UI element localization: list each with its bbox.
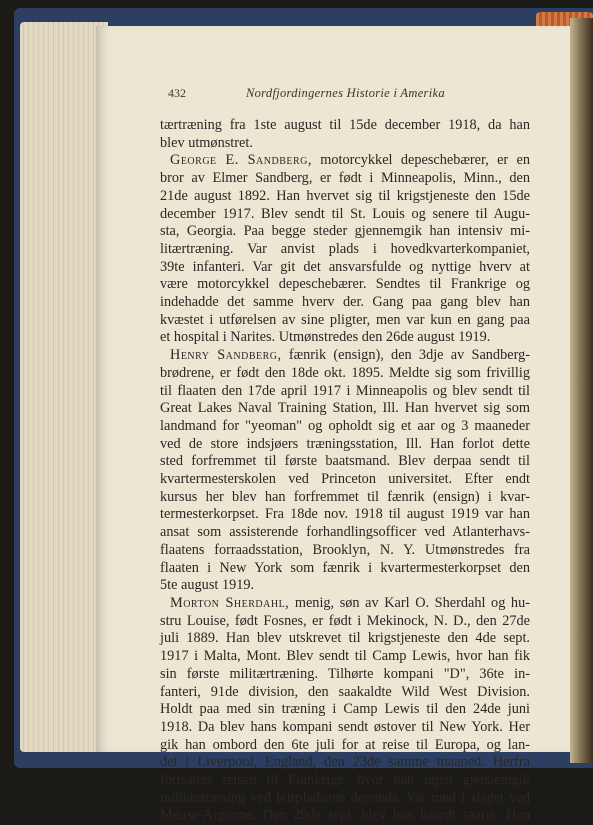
line-text: stru Louise, født Fosnes, er født i Mekinock, N. D., den 27de (160, 612, 530, 629)
text-line (160, 365, 530, 383)
line-text: Great Lakes Naval Training Station, Ill. Han hvervet sig som (160, 400, 530, 417)
line-text: fortsattes reisen til Frankrige, hvor han igjen gjennemgik (160, 772, 530, 789)
line-text: flaatens forraadsstation, Brooklyn, N. Y. Utmønstredes fra (160, 541, 530, 558)
text-line (160, 135, 530, 153)
line-text: til flaaten den 17de april 1917 i Minneapolis og blev sendt til (160, 382, 530, 399)
book-binding (570, 18, 593, 763)
line-text: motorcykkel depeschebærer, er en (311, 152, 530, 169)
person-name: George E. Sandberg, (170, 152, 312, 169)
line-text: indehadde det samme hverv der. Gang paa gang blev han (160, 294, 530, 311)
text-line (160, 684, 530, 702)
line-text: Holdt paa med sin træning i Camp Lewis til den 24de juni (160, 701, 530, 718)
line-text: militærtræning ved leirpladsene dersteds. Var med i slaget ved (160, 789, 530, 806)
line-text: 5te august 1919. (160, 577, 255, 594)
line-text: fanteri, 91de division, den saakaldte Wild West Division. (160, 683, 530, 700)
line-text: tærtræning fra 1ste august til 15de december 1918, da han (160, 117, 530, 133)
line-text: gik han ombord den 6te juli for at reise til Europa, og lan- (160, 736, 530, 753)
text-line (160, 383, 530, 401)
text-line (160, 630, 530, 648)
text-line (160, 613, 530, 631)
line-text: være motorcykkel depeschebærer. Sendtes til Frankrige og (160, 276, 530, 293)
text-line (160, 170, 530, 188)
page-edges (20, 22, 108, 752)
text-line (160, 719, 530, 737)
line-text: litærtræning. Var anvist plads i hovedkvarterkompaniet, (160, 240, 530, 257)
text-line (160, 453, 530, 471)
line-text: flaaten i New York som fænrik i kvartermesterkorpset den (160, 559, 530, 576)
text-line (160, 117, 530, 135)
text-line (160, 312, 530, 330)
text-line (160, 206, 530, 224)
person-name: Henry Sandberg, (170, 347, 282, 364)
line-text: kvæstet i utførelsen av sine pligter, men var kun en gang paa (160, 311, 530, 328)
line-text: ansat som assisterende forhandlingsofficer ved Atlanterhavs- (160, 524, 530, 541)
text-line (160, 329, 530, 347)
text-line (160, 489, 530, 507)
text-line (160, 188, 530, 206)
page-header (168, 86, 528, 104)
text-line (160, 648, 530, 666)
text-line (160, 666, 530, 684)
text-line (160, 471, 530, 489)
text-line (160, 294, 530, 312)
line-text: termesterkorpset. Fra 18de nov. 1918 til august 1919 var han (160, 506, 530, 523)
line-text: 1917 i Malta, Mont. Blev sendt til Camp Lewis, hvor han fik (160, 648, 530, 665)
line-text: landmand for "yeoman" og opholdt sig et aar og 3 maaneder (160, 417, 530, 434)
text-line (160, 418, 530, 436)
line-text: 21de august 1892. Han hvervet sig til krigstjeneste den 15de (160, 187, 530, 204)
text-line (160, 223, 530, 241)
line-text: juli 1889. Han blev utskrevet til krigstjeneste den 4de sept. (160, 630, 530, 647)
text-line (160, 436, 530, 454)
page-number: 432 (168, 86, 186, 100)
line-text: kvartermesterskolen ved Princeton universitet. Efter endt (160, 471, 530, 488)
line-text: 39te infanteri. Var git det ansvarsfulde og nyttige hverv at (160, 258, 530, 275)
entry-start-line (160, 347, 530, 365)
body-text (160, 117, 530, 825)
text-line (160, 737, 530, 755)
text-line (160, 790, 530, 808)
line-text: menig, søn av Karl O. Sherdahl og hu- (289, 594, 530, 611)
line-text: blev utmønstret. (160, 134, 253, 151)
text-line (160, 400, 530, 418)
line-text: sta, Georgia. Paa begge steder gjennemgik han intensiv mi- (160, 223, 530, 240)
text-line (160, 701, 530, 719)
text-line (160, 524, 530, 542)
text-line (160, 506, 530, 524)
line-text: kursus her blev han forfremmet til fænrik (ensign) i kvar- (160, 488, 530, 505)
line-text: et hospital i Narites. Utmønstredes den 26de august 1919. (160, 329, 491, 346)
person-name: Morton Sherdahl, (170, 594, 290, 611)
text-line (160, 807, 530, 825)
line-text: ved de store indsjøers træningsstation, Ill. Han forlot dette (160, 435, 530, 452)
line-text: brødrene, er født den 18de okt. 1895. Meldte sig som frivillig (160, 364, 530, 381)
line-text: det i Liverpool, England, den 23de samme maaned. Herfra (160, 754, 530, 771)
line-text: fænrik (ensign), den 3dje av Sandberg- (281, 347, 530, 364)
entry-start-line (160, 152, 530, 170)
text-line (160, 259, 530, 277)
text-line (160, 772, 530, 790)
text-line (160, 560, 530, 578)
line-text: bror av Elmer Sandberg, er født i Minneapolis, Minn., den (160, 170, 530, 187)
text-line (160, 542, 530, 560)
running-title: Nordfjordingernes Historie i Amerika (246, 86, 445, 100)
line-text: december 1917. Blev sendt til St. Louis og senere til Augu- (160, 205, 530, 222)
line-text: sin første militærtræning. Tilhørte kompani "D", 36te in- (160, 665, 530, 682)
entry-start-line (160, 595, 530, 613)
line-text: Meuse-Argonne. Den 29de sept. blev han haardt saaret. Han (160, 807, 530, 824)
text-line (160, 276, 530, 294)
text-line (160, 577, 530, 595)
line-text: sted forfremmet til første baatsmand. Blev derpaa sendt til (160, 453, 530, 470)
text-line (160, 754, 530, 772)
line-text: 1918. Da blev hans kompani sendt østover til New York. Her (160, 718, 530, 735)
text-line (160, 241, 530, 259)
